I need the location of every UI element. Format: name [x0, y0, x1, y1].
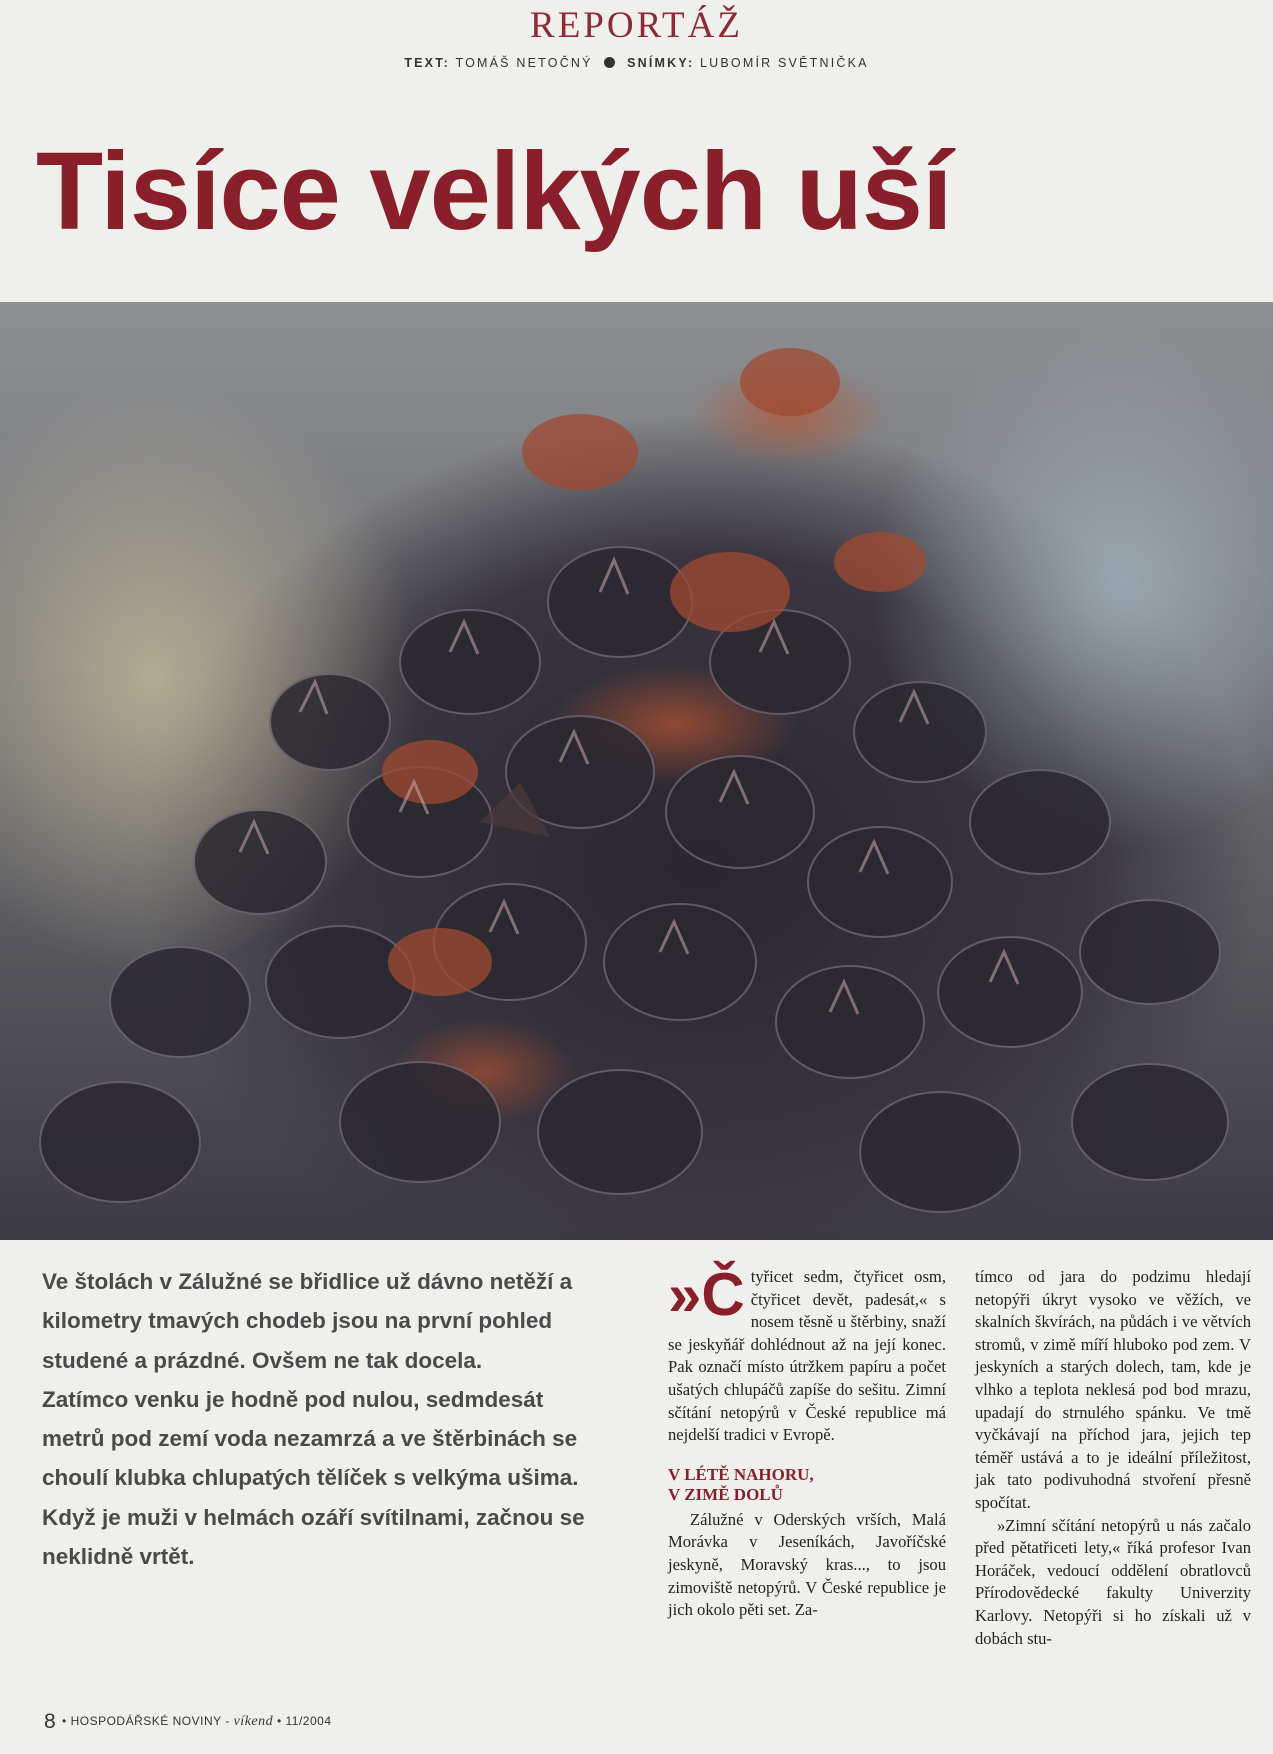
subheading [668, 1465, 946, 1505]
bat-cluster-photo [0, 302, 1273, 1240]
subheading-line-1: V LÉTĚ NAHORU, [668, 1464, 814, 1484]
section-label: REPORTÁŽ [530, 5, 743, 46]
page-number: 8 [44, 1710, 57, 1733]
supplement-name: víkend [233, 1714, 274, 1729]
author-name: TOMÁŠ NETOČNÝ [455, 56, 593, 70]
body-paragraph: »Zimní sčítání netopýrů u nás začalo před pětatřiceti lety,« říká profesor Ivan Horáček, vedoucí oddělení obratlovců Přírodovědecké fakulty Univerzity Karlovy. Netopýři si ho získali už v dobách stu- [975, 1515, 1251, 1648]
publication-name: HOSPODÁŘSKÉ NOVINY [70, 1714, 222, 1728]
lead-paragraph [42, 1262, 602, 1576]
footer-separator: • [276, 1714, 282, 1728]
issue-number: 11/2004 [285, 1714, 332, 1728]
headline: Tisíce velkých uší [36, 130, 952, 253]
lead-text-2: Zatímco venku je hodně pod nulou, sedmdesát metrů pod zemí voda nezamrzá a ve štěrbinách se choulí klubka chlupatých tělíček s velkýma ušima. Když je muži v helmách ozáří svítilnami, začnou se neklidně vrtět. [42, 1386, 585, 1570]
body-paragraph: tímco od jara do podzimu hledají netopýři úkryt vysoko ve věžích, ve skalních škvírách, na půdách i ve větvích stromů, v zimě míří hluboko pod zem. V jeskyních a starých dolech, tam, kde je vlhko a teplota neklesá pod bod mrazu, upadají do strnulého spánku. Ve tmě vyčkávají na příchod jara, jejich tep téměř ustává a to je ideální příležitost, jak tato podivuhodná stvoření přesně spočítat. [975, 1267, 1251, 1512]
body-column-1 [668, 1261, 946, 1622]
bat-cluster-illustration [0, 302, 1273, 1240]
footer-separator: • [62, 1714, 67, 1728]
credits-line [0, 56, 1273, 70]
body-paragraph [668, 1261, 946, 1447]
subheading-line-2: V ZIMĚ DOLŮ [668, 1484, 783, 1504]
body-column-2 [975, 1266, 1251, 1650]
photo-label: SNÍMKY: [627, 56, 695, 70]
drop-cap: »Č [668, 1261, 745, 1328]
body-paragraph: Zálužné v Oderských vrších, Malá Morávka v Jeseníkách, Javoříčské jeskyně, Moravský kras..., to jsou zimoviště netopýrů. V České republice je jich okolo pěti set. Za- [668, 1509, 946, 1620]
page-footer [44, 1710, 332, 1734]
lead-text-1: Ve štolách v Zálužné se břidlice už dávno netěží a kilometry tmavých chodeb jsou na první pohled studené a prázdné. Ovšem ne tak docela. [42, 1269, 573, 1373]
bullet-icon [604, 57, 615, 68]
photographer-name: LUBOMÍR SVĚTNIČKA [700, 56, 869, 70]
text-label: TEXT: [404, 56, 451, 70]
body-text: tyřicet sedm, čtyřicet osm, čtyřicet devět, padesát,« s nosem těsně u štěrbiny, snaží se jeskyňář dohlédnout až na její konec. Pak označí místo útržkem papíru a počet ušatých chlupáčů zapíše do sešitu. Zimní sčítání netopýrů v České republice má nejdelší tradici v Evropě. [668, 1267, 946, 1445]
footer-dash: - [225, 1714, 230, 1728]
